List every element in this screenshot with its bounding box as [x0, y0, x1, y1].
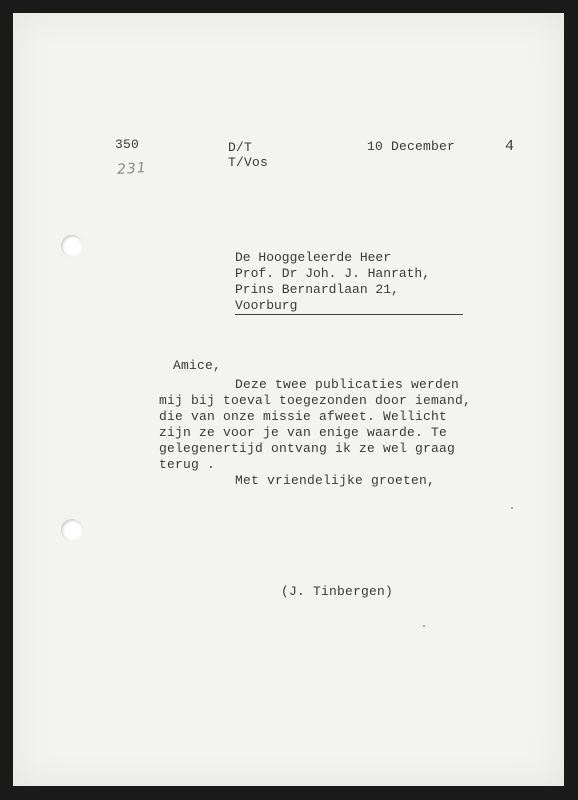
body-line: zijn ze voor je van enige waarde. Te	[159, 425, 448, 440]
paper-speck	[423, 625, 425, 627]
paper-speck	[511, 507, 513, 509]
letter-page	[13, 13, 564, 786]
address-underline	[235, 314, 463, 315]
addressee-line: De Hooggeleerde Heer	[235, 250, 392, 265]
punch-hole-top	[61, 235, 83, 257]
body-line: terug .	[159, 457, 216, 472]
punch-hole-bottom	[61, 519, 83, 541]
page-number: 4	[505, 138, 515, 155]
handwritten-reference: 231	[116, 159, 148, 179]
addressee-line: Prins Bernardlaan 21,	[235, 282, 399, 297]
body-line: die van onze missie afweet. Wellicht	[159, 409, 448, 424]
document-number: 350	[115, 137, 140, 152]
letter-date: 10 December	[367, 139, 456, 154]
initials-line-1: D/T	[228, 140, 253, 155]
salutation: Amice,	[173, 358, 222, 373]
body-line: gelegenertijd ontvang ik ze wel graag	[159, 441, 456, 456]
initials-line-2: T/Vos	[228, 155, 269, 170]
signature: (J. Tinbergen)	[281, 584, 394, 599]
addressee-city: Voorburg	[235, 298, 298, 313]
body-line: Deze twee publicaties werden	[235, 377, 460, 392]
addressee-line: Prof. Dr Joh. J. Hanrath,	[235, 266, 431, 281]
addressee-block	[235, 250, 430, 314]
body-line: mij bij toeval toegezonden door iemand,	[159, 393, 472, 408]
closing: Met vriendelijke groeten,	[235, 473, 436, 488]
